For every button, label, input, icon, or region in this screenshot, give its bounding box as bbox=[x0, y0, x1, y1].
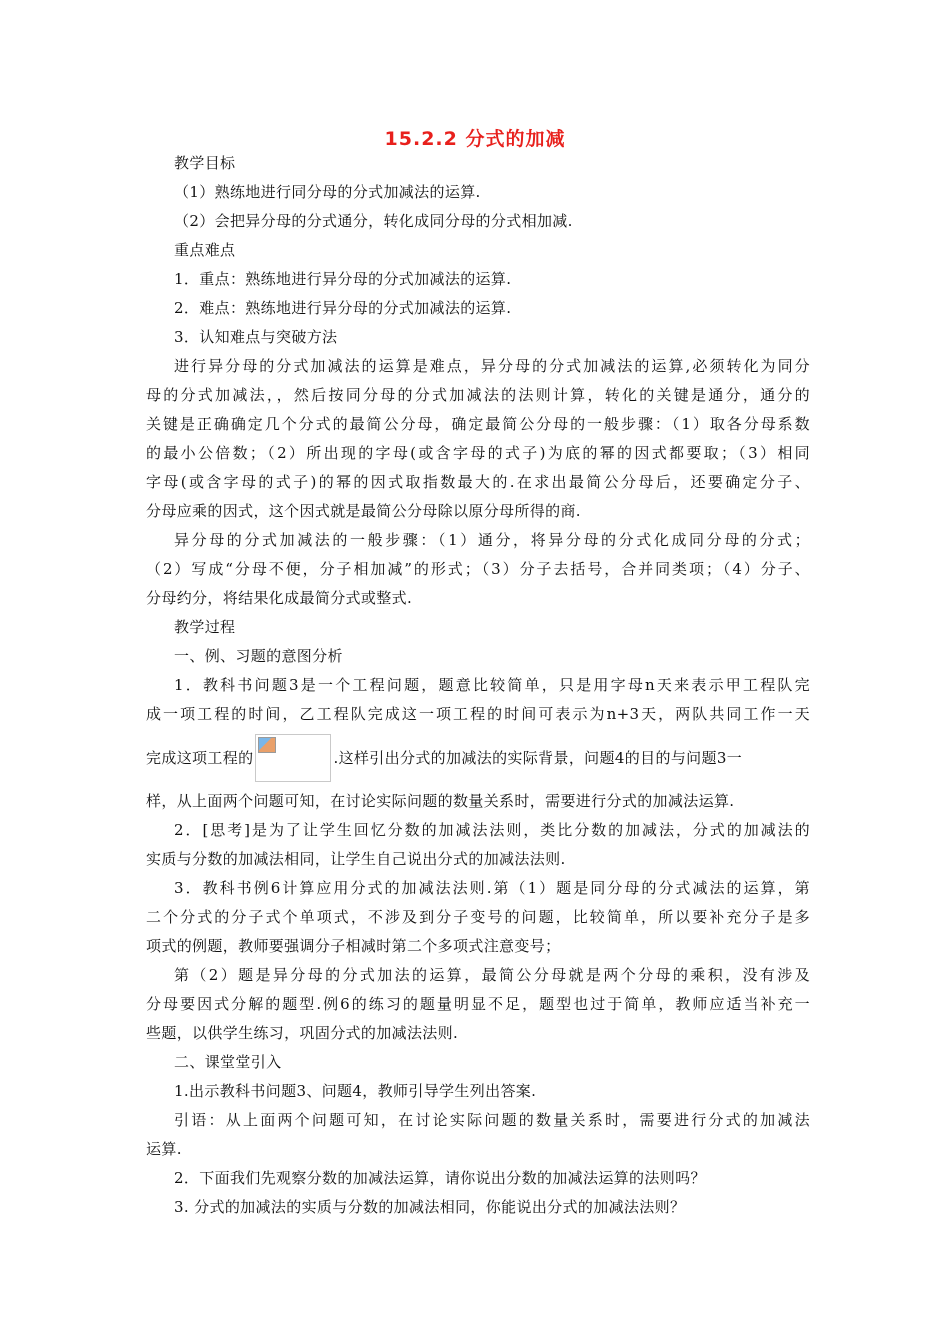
objective-1: （1）熟练地进行同分母的分式加减法的运算. bbox=[174, 183, 481, 201]
paragraph-line: 母的分式加减法，，然后按同分母的分式加减法的法则计算，转化的关键是通分，通分的 bbox=[146, 386, 810, 404]
paragraph-line: 1．教科书问题3是一个工程问题，题意比较简单，只是用字母n天来表示甲工程队完 bbox=[174, 676, 810, 694]
paragraph-line: 3．教科书例6计算应用分式的加减法法则.第（1）题是同分母的分式减法的运算，第 bbox=[174, 879, 810, 897]
paragraph-line: 1.出示教科书问题3、问题4，教师引导学生列出答案. bbox=[174, 1082, 537, 1100]
paragraph-line: 3. 分式的加减法的实质与分数的加减法相同，你能说出分式的加减法法则？ bbox=[174, 1198, 686, 1216]
paragraph-line: 第（2）题是异分母的分式加法的运算，最简公分母就是两个分母的乘积，没有涉及 bbox=[174, 966, 810, 984]
broken-image-icon bbox=[255, 734, 331, 782]
paragraph-line: 成一项工程的时间，乙工程队完成这一项工程的时间可表示为n+3天，两队共同工作一天 bbox=[146, 705, 810, 723]
paragraph-line: 二个分式的分子式个单项式，不涉及到分子变号的问题，比较简单，所以要补充分子是多 bbox=[146, 908, 810, 926]
paragraph-line: （2）写成“分母不便，分子相加减”的形式；（3）分子去括号，合并同类项；（4）分子、 bbox=[146, 560, 810, 578]
paragraph-line: 分母应乘的因式，这个因式就是最简公分母除以原分母所得的商. bbox=[146, 502, 581, 520]
image-line-after: .这样引出分式的加减法的实际背景，问题4的目的与问题3一 bbox=[333, 749, 743, 767]
key-point-1: 1．重点：熟练地进行异分母的分式加减法的运算. bbox=[174, 270, 512, 288]
key-point-3: 3．认知难点与突破方法 bbox=[174, 328, 338, 346]
paragraph-line: 2．[思考]是为了让学生回忆分数的加减法法则，类比分数的加减法，分式的加减法的 bbox=[174, 821, 810, 839]
paragraph-line: 分母要因式分解的题型.例6的练习的题量明显不足，题型也过于简单，教师应适当补充一 bbox=[146, 995, 810, 1013]
image-line bbox=[146, 729, 810, 787]
section-heading-1: 一、例、习题的意图分析 bbox=[174, 647, 343, 665]
paragraph-line: 项式的例题，教师要强调分子相减时第二个多项式注意变号； bbox=[146, 937, 561, 955]
paragraph-line: 2．下面我们先观察分数的加减法运算，请你说出分数的加减法运算的法则吗？ bbox=[174, 1169, 706, 1187]
paragraph-line: 些题，以供学生练习，巩固分式的加减法法则. bbox=[146, 1024, 459, 1042]
paragraph-line: 样，从上面两个问题可知，在讨论实际问题的数量关系时，需要进行分式的加减法运算. bbox=[146, 792, 735, 810]
heading-objectives: 教学目标 bbox=[174, 154, 236, 172]
paragraph-line: 实质与分数的加减法相同，让学生自己说出分式的加减法法则. bbox=[146, 850, 566, 868]
heading-key-points: 重点难点 bbox=[174, 241, 236, 259]
heading-process: 教学过程 bbox=[174, 618, 236, 636]
paragraph-line: 分母约分，将结果化成最简分式或整式. bbox=[146, 589, 413, 607]
section-heading-2: 二、课堂堂引入 bbox=[174, 1053, 282, 1071]
document-body bbox=[146, 149, 810, 1222]
paragraph-line: 关键是正确确定几个分式的最简公分母，确定最简公分母的一般步骤：（1）取各分母系数 bbox=[146, 415, 810, 433]
objective-2: （2）会把异分母的分式通分，转化成同分母的分式相加减. bbox=[174, 212, 573, 230]
paragraph-line: 运算. bbox=[146, 1140, 182, 1158]
paragraph-line: 异分母的分式加减法的一般步骤：（1）通分，将异分母的分式化成同分母的分式； bbox=[174, 531, 810, 549]
paragraph-line: 的最小公倍数；（2）所出现的字母(或含字母的式子)为底的幂的因式都要取；（3）相同 bbox=[146, 444, 810, 462]
paragraph-line: 进行异分母的分式加减法的运算是难点，异分母的分式加减法的运算,必须转化为同分 bbox=[174, 357, 810, 375]
key-point-2: 2．难点：熟练地进行异分母的分式加减法的运算. bbox=[174, 299, 512, 317]
paragraph-line: 字母(或含字母的式子)的幂的因式取指数最大的.在求出最简公分母后，还要确定分子、 bbox=[146, 473, 810, 491]
image-line-before: 完成这项工程的 bbox=[146, 749, 254, 767]
document-title: 15.2.2 分式的加减 bbox=[384, 128, 566, 150]
paragraph-line: 引语：从上面两个问题可知，在讨论实际问题的数量关系时，需要进行分式的加减法 bbox=[174, 1111, 810, 1129]
